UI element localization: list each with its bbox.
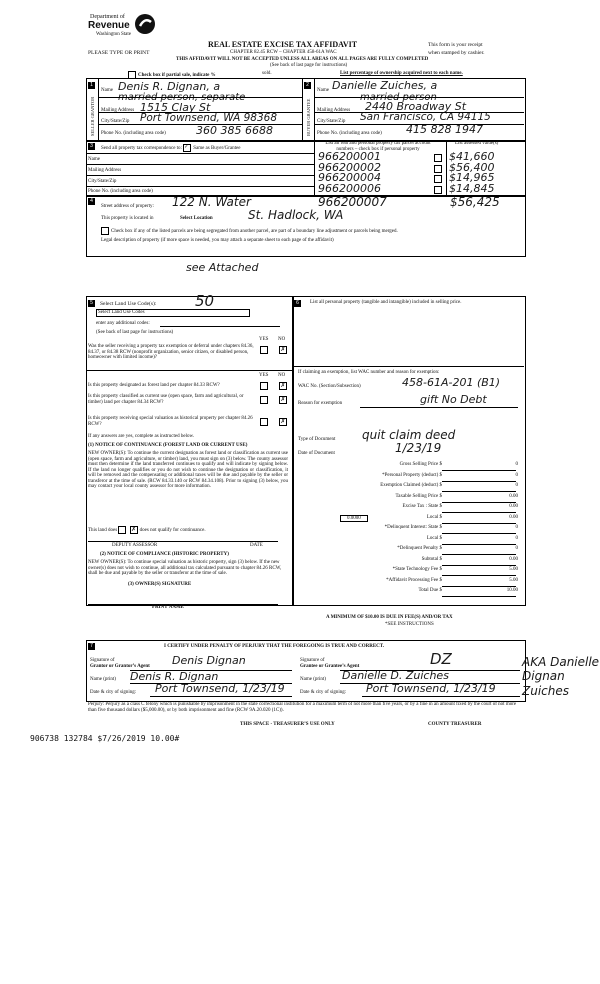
parcels-header1: List all real and personal property tax parcel account: [325, 141, 431, 146]
parcel-number[interactable]: 966200001: [318, 150, 381, 163]
parcel-number[interactable]: 966200002: [318, 160, 381, 174]
aka-note: AKA Danielle Dignan Zuiches: [522, 655, 600, 698]
buyer-city-label: City/State/Zip: [317, 119, 346, 124]
tax-corr-addr: Mailing Address: [88, 168, 122, 173]
buyer-side-label: BUYER GRANTEE: [306, 98, 311, 136]
tax-line-gross: Gross Selling Price $ 0: [300, 462, 522, 473]
exemption-no-checkbox[interactable]: ✗: [280, 347, 286, 353]
seller-name-label: Name: [101, 88, 113, 93]
land-use-see-back: (See back of last page for instructions): [96, 330, 174, 335]
please-type: PLEASE TYPE OR PRINT: [88, 50, 150, 56]
tax-line-total: Total Due $ 10.00: [300, 588, 522, 599]
notice2-body: NEW OWNER(S): To continue special valuation as historic property, sign (3) below. If the new owner(s) does not wish to continue, all additional tax calculated pursuant to chapter 84.26 RCW, shall be due and payable by the seller or transferor at the time of sale.: [88, 560, 282, 576]
receipt-note: This form is your receipt: [428, 42, 483, 48]
wac-intro: If claiming an exemption, list WAC number and reason for exemption:: [298, 370, 440, 375]
tax-line-interest-local: Local $ 0: [300, 536, 522, 547]
tax-line-subtotal: Subtotal $ 0.00: [300, 557, 522, 568]
tax-line-state: Excise Tax : State $ 0.00: [300, 504, 522, 515]
tax-line-taxable: Taxable Selling Price $ 0.00: [300, 494, 522, 505]
boundary-note: Check box if any of the listed parcels are being segregated from another parcel, are part of a boundary line adjustment or parcels being merged.: [101, 227, 521, 235]
buyer-phone[interactable]: 415 828 1947: [406, 123, 483, 136]
section-5-marker: 5: [88, 300, 95, 307]
no-header: NO: [278, 337, 286, 342]
dept-line3: Washington State: [96, 32, 132, 37]
notice1-title: (1) NOTICE OF CONTINUANCE (FOREST LAND OR CURRENT USE): [88, 443, 248, 448]
parcel-row: [316, 181, 524, 195]
certify-title: I CERTIFY UNDER PENALTY OF PERJURY THAT THE FOREGOING IS TRUE AND CORRECT.: [164, 644, 385, 649]
local-rate[interactable]: 0.0000: [340, 515, 368, 523]
see-back: (See back of last page for instructions): [270, 63, 348, 68]
notice2-title: (2) NOTICE OF COMPLIANCE (HISTORIC PROPERTY): [100, 552, 229, 557]
tax-line-interest-state: *Delinquent Interest: State $ 0: [300, 525, 522, 536]
seller-city[interactable]: Port Townsend, WA 98368: [140, 112, 278, 124]
wac-number[interactable]: 458-61A-201 (B1): [402, 376, 501, 389]
buyer-name1[interactable]: Danielle Zuiches, a: [332, 79, 438, 92]
seller-phone-label: Phone No. (including area code): [101, 131, 166, 136]
notice1-body: NEW OWNER(S): To continue the current designation as forest land or classification as current use (open space, farm and agriculture, or timber) land, you must sign on (3) below. The county assessor must then determine if the land transferred continues to qualify and will indicate by signing below. If the land no longer qualifies or you do not wish to continue the designation or classification, it will be removed and the compensating or additional taxes will be due and payable by the seller or transferor at the time of sale. (RCW 84.33.140 or RCW 84.34.108). Prior to signing (3) below, you may contact your local county assessor for more information.: [88, 451, 288, 489]
personal-property-checkbox[interactable]: [434, 154, 442, 162]
tax-calculation: [300, 462, 522, 599]
parcel-number[interactable]: 966200004: [318, 171, 381, 184]
see-instructions: *SEE INSTRUCTIONS: [385, 622, 434, 627]
street-address[interactable]: 122 N. Water: [172, 195, 251, 209]
partial-sale: Check box if partial sale, indicate %: [128, 71, 216, 79]
tax-line-processing-fee: *Affidavit Processing Fee $ 5.00: [300, 578, 522, 589]
land-use-select[interactable]: Select Land Use Codes: [96, 309, 250, 317]
seller-addr-label: Mailing Address: [101, 108, 135, 113]
grantee-signature[interactable]: DZ: [430, 650, 452, 668]
buyer-city[interactable]: San Francisco, CA 94115: [360, 111, 491, 123]
doc-type-label: Type of Document: [298, 437, 336, 442]
treasurer-use: THIS SPACE - TREASURER’S USE ONLY: [240, 722, 335, 727]
sold-label: sold.: [262, 71, 272, 76]
tax-line-penalty: *Delinquent Penalty $ 0: [300, 546, 522, 557]
grantee-name[interactable]: Danielle D. Zuiches: [342, 669, 449, 682]
tax-line-tech-fee: *State Technology Fee $ 5.00: [300, 567, 522, 578]
land-use-label: Select Land Use Code(s):: [100, 301, 157, 307]
section-4-marker: 4: [88, 198, 95, 205]
open-yes-checkbox[interactable]: [260, 396, 268, 404]
section-3-marker: 3: [88, 143, 95, 150]
grantor-agent-label: Grantor or Grantor’s Agent: [90, 664, 150, 669]
grantee-date-label: Date & city of signing:: [300, 690, 347, 695]
form-warning: THIS AFFIDAVIT WILL NOT BE ACCEPTED UNLESS ALL AREAS ON ALL PAGES ARE FULLY COMPLETED: [176, 57, 429, 62]
exemption-reason[interactable]: gift No Debt: [420, 393, 487, 406]
parcel-value[interactable]: $14,845: [449, 181, 495, 195]
buyer-phone-label: Phone No. (including area code): [317, 131, 382, 136]
grantee-sig-label: Signature of: [300, 658, 325, 663]
land-use-code[interactable]: 50: [195, 292, 215, 310]
parcel-list: [316, 152, 524, 194]
deputy-date: DATE: [250, 543, 263, 548]
reason-label: Reason for exemption: [298, 401, 343, 406]
parcel-value[interactable]: $41,660: [449, 150, 495, 163]
boundary-checkbox[interactable]: [101, 227, 109, 235]
tax-line-local: 0.0000 Local $ 0.00: [300, 515, 522, 526]
grantor-signature[interactable]: Denis Dignan: [172, 654, 246, 667]
parcel-value[interactable]: $56,400: [449, 160, 495, 174]
legal-desc-label: Legal description of property (if more space is needed, you may attach a separate sheet to each page of the affidavit): [101, 238, 334, 243]
section-7-marker: 7: [88, 643, 95, 650]
does-checkbox[interactable]: [118, 526, 126, 534]
deputy-assessor: DEPUTY ASSESSOR: [112, 543, 158, 548]
grantee-agent-label: Grantee or Grantee’s Agent: [300, 664, 360, 669]
historic-no-checkbox[interactable]: ✗: [280, 419, 286, 425]
section-6-marker: 6: [294, 300, 301, 307]
parcels-header3: List assessed value(s): [455, 141, 499, 146]
seller-name1[interactable]: Denis R. Dignan, a: [118, 80, 221, 93]
see-attached: see Attached: [186, 261, 259, 274]
section-1-marker: 1: [88, 82, 95, 89]
doc-date[interactable]: 1/23/19: [395, 441, 442, 455]
tax-corr-city: City/State/Zip: [88, 179, 117, 184]
historic-question: Is this property receiving special valuation as historical property per chapter 84.26 RCW?: [88, 416, 253, 427]
exemption-question: Was the seller receiving a property tax exemption or deferral under chapters 84.36, 84.37, or 84.38 RCW (nonprofit organization, senior citizen, or disabled person, homeowner with limited income)?: [88, 344, 254, 360]
tax-corr-phone: Phone No. (including area code): [88, 189, 153, 194]
property-location[interactable]: St. Hadlock, WA: [248, 208, 344, 222]
grantee-date-city[interactable]: Port Townsend, 1/23/19: [366, 682, 496, 695]
doc-type[interactable]: quit claim deed: [362, 428, 456, 442]
section-2-marker: 2: [304, 82, 311, 89]
seller-city-label: City/State/Zip: [101, 119, 130, 124]
print-name: PRINT NAME: [152, 605, 184, 610]
extra-parcel-value[interactable]: $56,425: [450, 195, 500, 209]
grantor-date-city[interactable]: Port Townsend, 1/23/19: [155, 682, 285, 695]
dor-logo: [88, 13, 158, 41]
doc-date-label: Date of Document: [298, 451, 335, 456]
tax-corr-name: Name: [88, 157, 100, 162]
buyer-addr-label: Mailing Address: [317, 108, 351, 113]
personal-property-checkbox[interactable]: [434, 175, 442, 183]
form-chapter: CHAPTER 82.45 RCW – CHAPTER 458-61A WAC: [230, 50, 337, 55]
buyer-name-label: Name: [317, 88, 329, 93]
located-label: This property is located in: [101, 216, 154, 221]
seller-side-label: SELLER GRANTOR: [90, 96, 95, 136]
open-no-checkbox[interactable]: ✗: [280, 397, 286, 403]
yes-header: YES: [259, 337, 269, 342]
dor-logo-icon: [134, 13, 156, 35]
footer-stamp: 906738 132784 $7/26/2019 10.00#: [30, 734, 180, 743]
perjury-note: Perjury: Perjury as a class C felony which is punishable by imprisonment in the state correctional institution for a maximum term of not more than five years, or by a fine in an amount fixed by the court of not more than five thousand dollars ($5,000.00), or by both imprisonment and fine (RCW 9A.20.020 (1C)).: [88, 702, 517, 713]
grantor-date-label: Date & city of signing:: [90, 690, 137, 695]
forest-no-checkbox[interactable]: ✗: [280, 383, 286, 389]
does-not-checkbox[interactable]: ✗: [131, 527, 137, 533]
exemption-yes-checkbox[interactable]: [260, 346, 268, 354]
additional-codes: enter any additional codes:: [96, 321, 150, 326]
owner-signature: (3) OWNER(S) SIGNATURE: [128, 582, 192, 587]
land-qualify: This land does ✗ does not qualify for continuance.: [88, 527, 206, 534]
parcel-value[interactable]: $14,965: [449, 171, 495, 184]
dept-line2: Revenue: [88, 20, 130, 31]
personal-property-checkbox[interactable]: [434, 186, 442, 194]
grantor-name-label: Name (print): [90, 677, 116, 682]
buyer-name2[interactable]: married person: [360, 92, 437, 103]
street-label: Street address of property:: [101, 204, 154, 209]
seller-addr[interactable]: 1515 Clay St: [140, 101, 211, 114]
wac-label: WAC No. (Section/Subsection): [298, 384, 361, 389]
minimum-fee: A MINIMUM OF $10.00 IS DUE IN FEE(S) AND/OR TAX: [326, 615, 453, 620]
forest-yes-checkbox[interactable]: [260, 382, 268, 390]
seller-name2[interactable]: married person, separate: [118, 92, 246, 103]
open-space-question: Is this property classified as current use (open space, farm and agricultural, or timber) land per chapter 84.34 RCW?: [88, 394, 244, 405]
forest-question: Is this property designated as forest land per chapter 84.33 RCW?: [88, 383, 220, 388]
grantor-sig-label: Signature of: [90, 658, 115, 663]
personal-property-checkbox[interactable]: [434, 165, 442, 173]
form-title: REAL ESTATE EXCISE TAX AFFIDAVIT: [208, 40, 358, 49]
county-treasurer: COUNTY TREASURER: [428, 722, 482, 727]
dept-line1: Department of: [90, 14, 125, 20]
parcels-header2: numbers – check box if personal property: [336, 147, 420, 152]
tax-line-personal: *Personal Property (deduct) $ 0: [300, 473, 522, 484]
grantee-name-label: Name (print): [300, 677, 326, 682]
seller-phone[interactable]: 360 385 6688: [196, 124, 273, 137]
if-yes-note: If any answers are yes, complete as instructed below.: [88, 434, 195, 439]
parcel-number[interactable]: 966200006: [318, 181, 381, 195]
buyer-addr[interactable]: 2440 Broadway St: [365, 100, 467, 113]
same-as-buyer-checkbox[interactable]: ✓: [183, 144, 191, 152]
ownership-note: List percentage of ownership acquired next to each name.: [340, 71, 463, 76]
yes-header-2: YES: [259, 373, 269, 378]
stamped-note: when stamped by cashier.: [428, 50, 485, 56]
personal-property-list: List all personal property (tangible and intangible) included in selling price.: [310, 300, 462, 305]
select-location[interactable]: Select Location: [180, 216, 213, 221]
historic-yes-checkbox[interactable]: [260, 418, 268, 426]
no-header-2: NO: [278, 373, 286, 378]
grantor-name[interactable]: Denis R. Dignan: [130, 670, 219, 683]
extra-parcel[interactable]: 966200007: [318, 195, 387, 209]
tax-line-exemption: Exemption Claimed (deduct) $ 0: [300, 483, 522, 494]
tax-corr-label: Send all property tax correspondence to: ✓ Same as Buyer/Grantee: [101, 145, 241, 152]
